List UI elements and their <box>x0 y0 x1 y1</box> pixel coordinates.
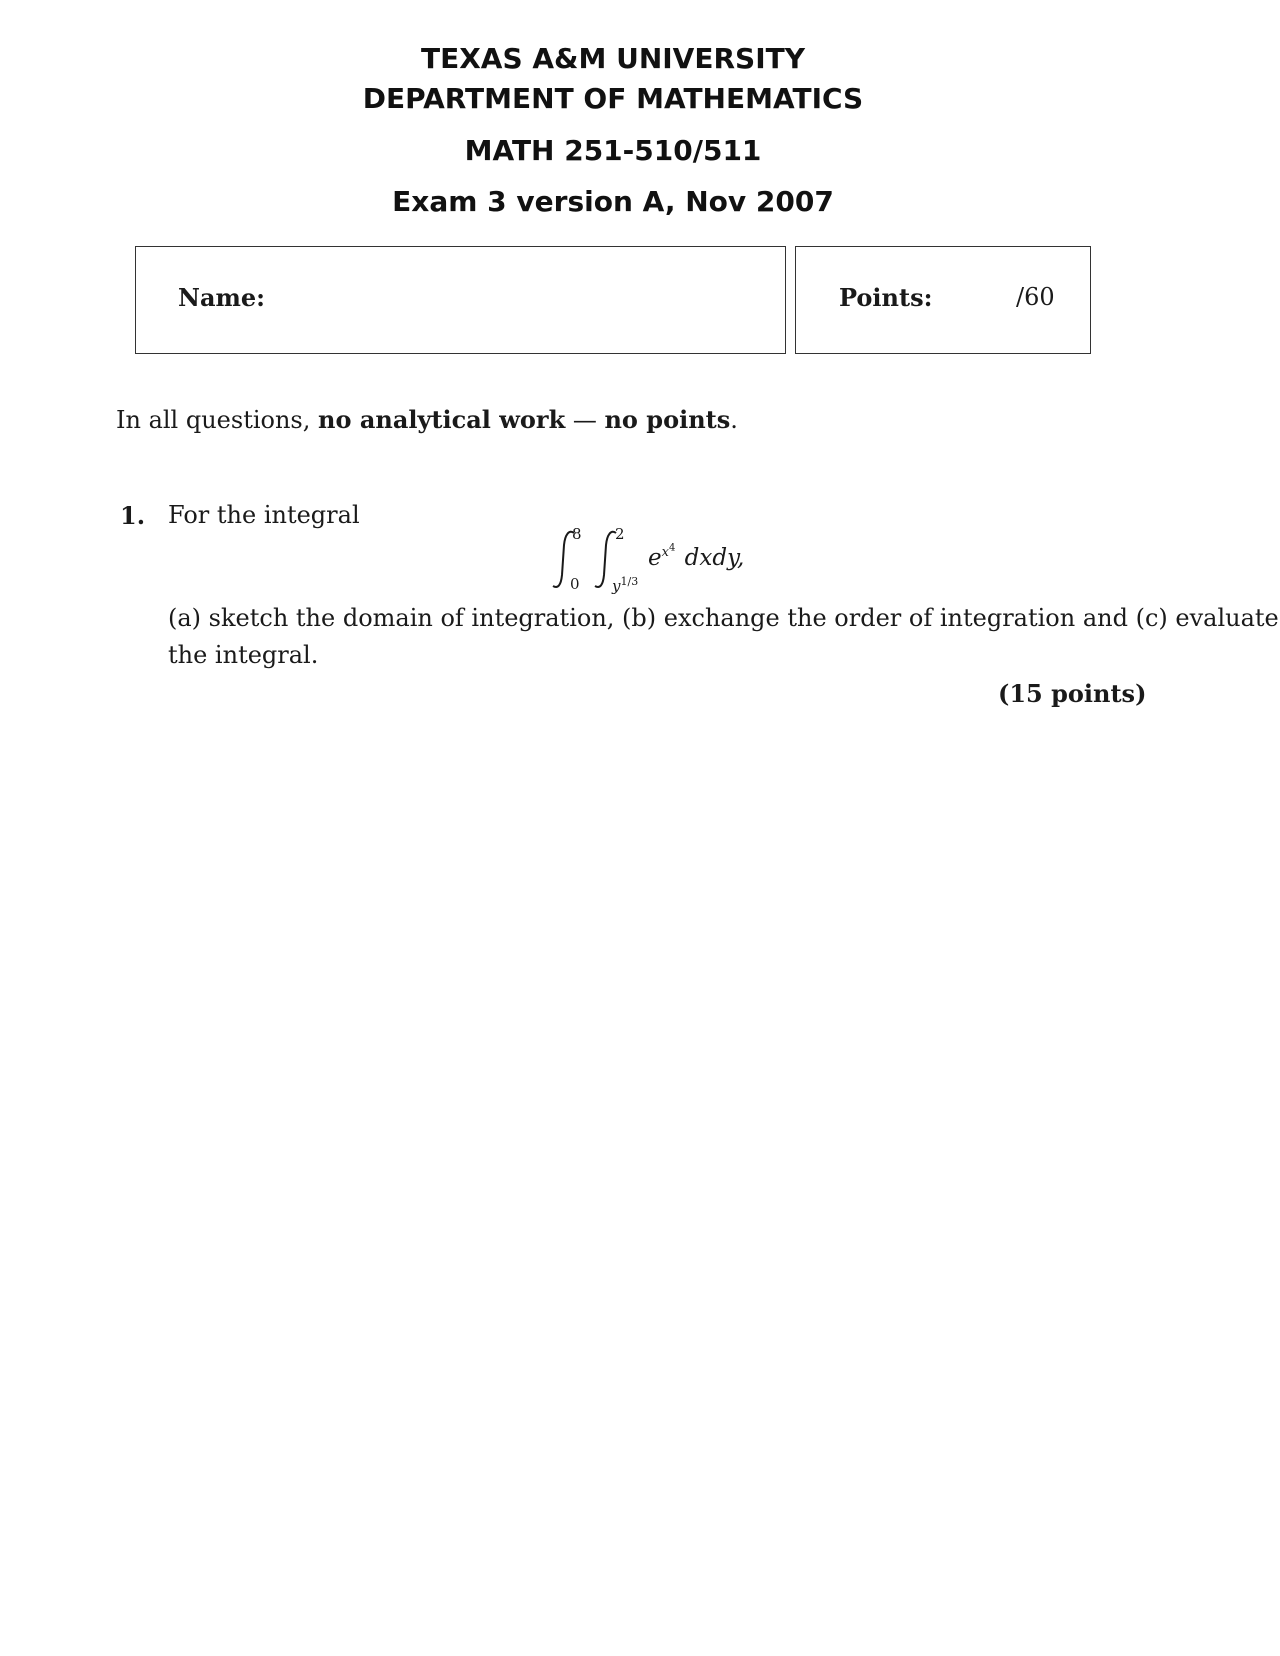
integrand <box>648 543 744 571</box>
instructions-bold-1: no analytical work <box>318 405 566 434</box>
name-box[interactable] <box>135 246 786 354</box>
question-1-text-line-1: (a) sketch the domain of integration, (b) exchange the order of integration and (c) evaluate <box>168 604 1279 632</box>
instructions-prefix: In all questions, <box>116 406 318 434</box>
course-title: MATH 251-510/511 <box>464 134 762 167</box>
integrand-exp-base: x <box>661 545 669 561</box>
inner-lower-base: y <box>612 577 621 595</box>
instructions-dash: — <box>565 406 605 434</box>
outer-lower-limit: 0 <box>570 575 580 593</box>
points-total: /60 <box>1016 283 1055 311</box>
instructions-suffix: . <box>730 406 738 434</box>
points-box[interactable] <box>795 246 1091 354</box>
instructions <box>116 405 738 434</box>
question-1-points: (15 points) <box>998 679 1147 708</box>
outer-upper-limit: 8 <box>572 525 582 543</box>
inner-upper-limit: 2 <box>615 525 625 543</box>
question-1-text-line-2: the integral. <box>168 641 319 669</box>
question-1-intro: For the integral <box>168 501 360 529</box>
integrand-base: e <box>648 544 662 571</box>
instructions-bold-2: no points <box>604 405 731 434</box>
points-label: Points: <box>839 283 933 312</box>
question-1-number: 1. <box>120 501 146 530</box>
exam-title: Exam 3 version A, Nov 2007 <box>392 185 834 218</box>
inner-lower-exp: 1/3 <box>620 575 639 588</box>
inner-lower-limit <box>612 575 638 595</box>
department-title: DEPARTMENT OF MATHEMATICS <box>362 82 864 115</box>
double-integral <box>550 525 770 595</box>
integrand-exp-power: 4 <box>668 543 676 554</box>
university-title: TEXAS A&M UNIVERSITY <box>420 42 805 75</box>
name-label: Name: <box>178 283 266 312</box>
differentials: dxdy, <box>684 544 745 571</box>
